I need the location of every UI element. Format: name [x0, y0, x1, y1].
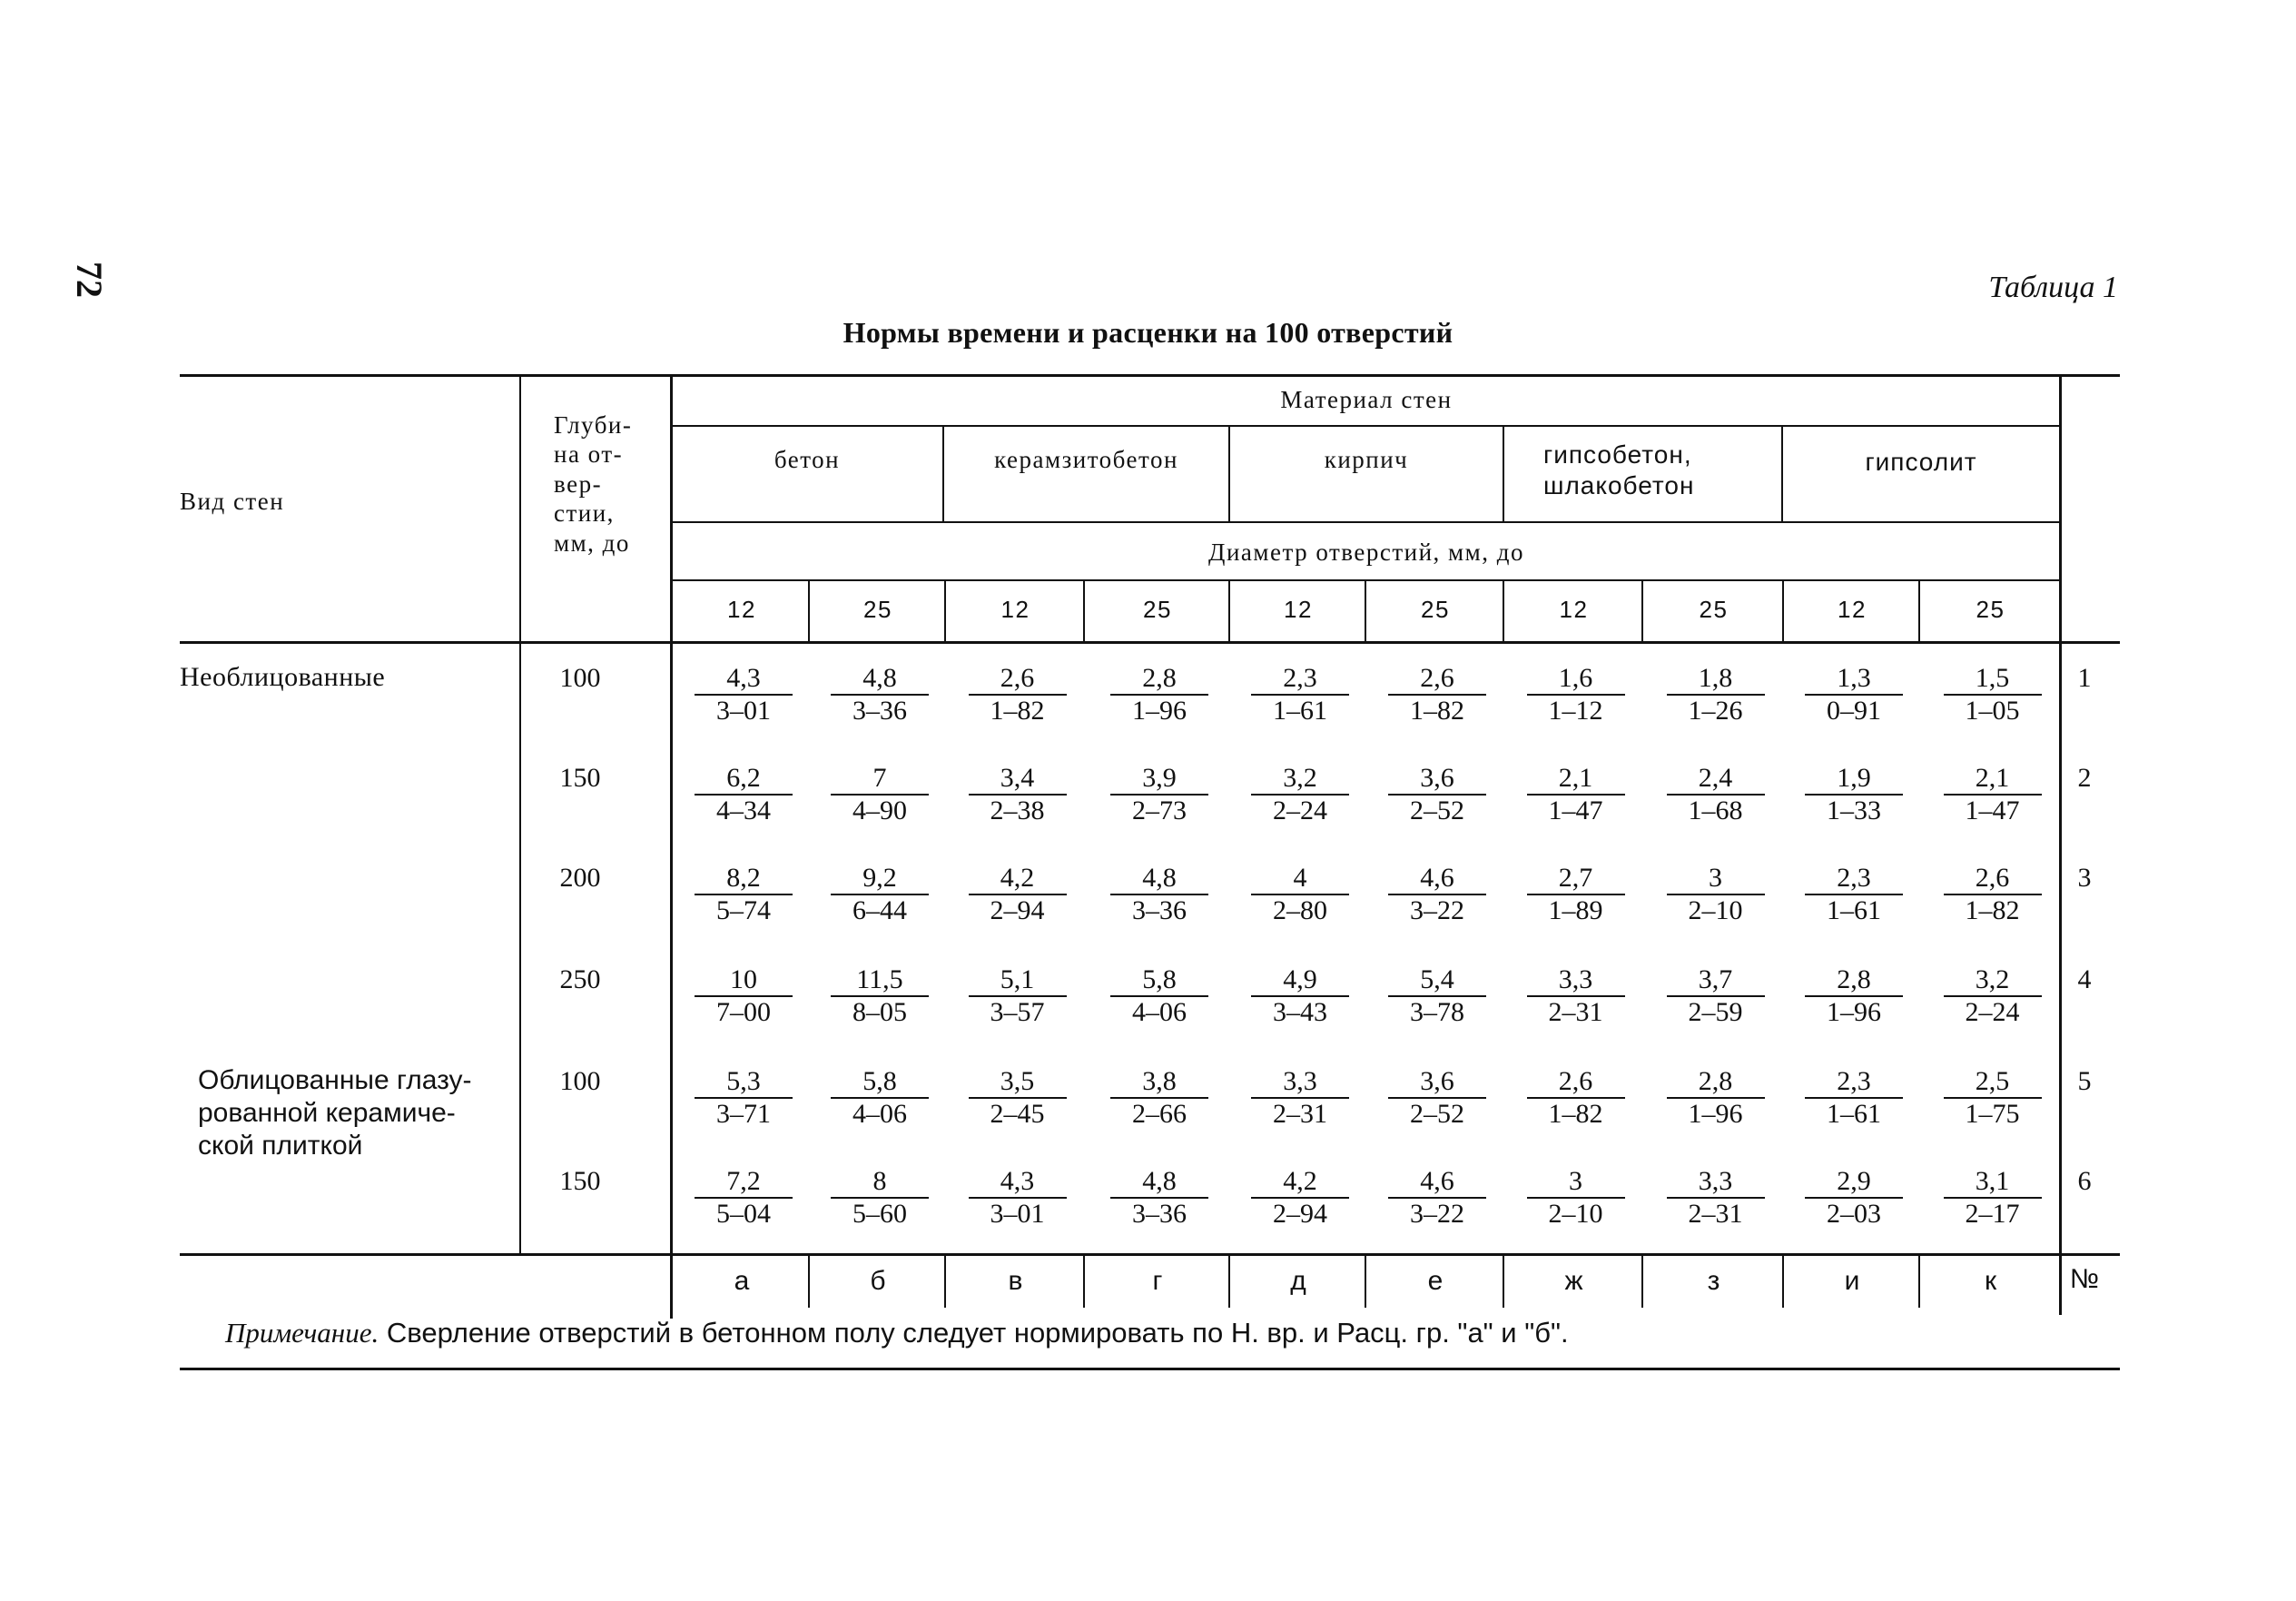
price-rate: 1–96	[1827, 997, 1881, 1027]
price-rate: 6–44	[852, 895, 907, 925]
norm-cell	[1388, 1066, 1486, 1130]
depth-value: 250	[559, 964, 601, 994]
vrule-letter	[1782, 1255, 1784, 1308]
norm-cell	[1805, 1066, 1903, 1130]
price-rate: 1–47	[1548, 796, 1603, 825]
price-rate: 2–94	[1273, 1199, 1327, 1229]
norm-cell	[1944, 863, 2042, 926]
norm-cell	[1527, 863, 1625, 926]
norm-cell	[1251, 663, 1349, 726]
time-norm: 5,1	[969, 964, 1067, 997]
vrule-letter	[1365, 1255, 1366, 1308]
norm-cell	[1805, 663, 1903, 726]
price-rate: 2–24	[1273, 796, 1327, 825]
price-rate: 1–61	[1827, 895, 1881, 925]
norm-cell	[1388, 1166, 1486, 1230]
time-norm: 5,4	[1388, 964, 1486, 997]
time-norm: 5,3	[695, 1066, 793, 1099]
vrule-mat-3	[1503, 425, 1504, 523]
norm-cell	[1527, 763, 1625, 826]
price-rate: 2–38	[990, 796, 1045, 825]
row-number: 6	[2077, 1166, 2092, 1196]
norm-cell	[969, 964, 1067, 1028]
time-norm: 3,3	[1667, 1166, 1765, 1199]
time-norm: 4,2	[1251, 1166, 1349, 1199]
row-number: 5	[2077, 1066, 2092, 1096]
row-number: 4	[2077, 964, 2092, 994]
price-rate: 1–82	[1965, 895, 2020, 925]
vrule-letter	[1918, 1255, 1920, 1308]
price-rate: 3–36	[852, 696, 907, 726]
norm-cell	[1527, 663, 1625, 726]
note-label: Примечание.	[225, 1317, 379, 1349]
time-norm: 4,6	[1388, 863, 1486, 895]
norm-cell	[1388, 863, 1486, 926]
norm-cell	[695, 964, 793, 1028]
header-depth-line: вер-	[554, 469, 603, 498]
time-norm: 3,2	[1251, 763, 1349, 796]
header-diameter-value: 12	[1559, 596, 1589, 623]
header-material-gypsum-concrete: гипсобетон, шлакобетон	[1543, 440, 1695, 499]
header-wall-type: Вид стен	[180, 488, 285, 515]
norm-cell	[1110, 1166, 1208, 1230]
norm-cell	[1944, 663, 2042, 726]
time-norm: 7,2	[695, 1166, 793, 1199]
price-rate: 1–82	[1548, 1099, 1603, 1129]
header-depth-line: на от-	[554, 440, 624, 469]
time-norm: 3	[1667, 863, 1765, 895]
time-norm: 1,6	[1527, 663, 1625, 696]
rule-body-bottom	[180, 1253, 2120, 1256]
page-number: 72	[69, 262, 110, 298]
number-sign: №	[2069, 1264, 2100, 1294]
price-rate: 0–91	[1827, 696, 1881, 726]
group-label-faced-line: Облицованные глазу-	[198, 1065, 472, 1095]
norm-cell	[695, 863, 793, 926]
header-diameter-value: 25	[863, 596, 892, 623]
group-label-faced-line: рованной керамиче-	[198, 1098, 456, 1128]
norm-cell	[695, 1166, 793, 1230]
norm-cell	[695, 763, 793, 826]
table-title: Нормы времени и расценки на 100 отверстий	[843, 316, 1453, 349]
price-rate: 4–90	[852, 796, 907, 825]
time-norm: 2,6	[1944, 863, 2042, 895]
norm-cell	[1251, 863, 1349, 926]
time-norm: 3,7	[1667, 964, 1765, 997]
vrule-letter	[1641, 1255, 1643, 1308]
time-norm: 2,8	[1110, 663, 1208, 696]
time-norm: 3,1	[1944, 1166, 2042, 1199]
norm-cell	[1251, 1166, 1349, 1230]
norm-cell	[831, 1066, 929, 1130]
time-norm: 4,8	[831, 663, 929, 696]
time-norm: 10	[695, 964, 793, 997]
price-rate: 1–89	[1548, 895, 1603, 925]
time-norm: 2,8	[1667, 1066, 1765, 1099]
price-rate: 1–61	[1273, 696, 1327, 726]
vrule-letter	[1503, 1255, 1504, 1308]
header-diameter-value: 12	[727, 596, 756, 623]
time-norm: 4,6	[1388, 1166, 1486, 1199]
depth-value: 100	[559, 1066, 601, 1096]
norm-cell	[1944, 964, 2042, 1028]
norm-cell	[831, 663, 929, 726]
header-depth-line: стии,	[554, 499, 615, 528]
norm-cell	[1251, 964, 1349, 1028]
time-norm: 1,5	[1944, 663, 2042, 696]
price-rate: 3–22	[1410, 895, 1464, 925]
rule-top	[180, 374, 2120, 377]
time-norm: 8	[831, 1166, 929, 1199]
rule-material	[672, 425, 2061, 427]
time-norm: 3,4	[969, 763, 1067, 796]
time-norm: 4,3	[969, 1166, 1067, 1199]
column-letter: а	[734, 1266, 750, 1296]
time-norm: 4	[1251, 863, 1349, 895]
price-rate: 1–61	[1827, 1099, 1881, 1129]
depth-value: 200	[559, 863, 601, 893]
norm-cell	[1944, 763, 2042, 826]
price-rate: 1–05	[1965, 696, 2020, 726]
norm-cell	[1388, 663, 1486, 726]
time-norm: 2,6	[969, 663, 1067, 696]
time-norm: 2,8	[1805, 964, 1903, 997]
header-depth-line: Глуби-	[554, 411, 633, 439]
price-rate: 2–17	[1965, 1199, 2020, 1229]
price-rate: 2–52	[1410, 1099, 1464, 1129]
header-diameter-value: 25	[1699, 596, 1729, 623]
time-norm: 2,6	[1527, 1066, 1625, 1099]
norm-cell	[969, 863, 1067, 926]
norm-cell	[1251, 1066, 1349, 1130]
column-letter: з	[1707, 1266, 1720, 1296]
price-rate: 4–06	[1132, 997, 1187, 1027]
depth-value: 100	[559, 663, 601, 693]
price-rate: 3–36	[1132, 895, 1187, 925]
price-rate: 1–12	[1548, 696, 1603, 726]
header-diameter: Диаметр отверстий, мм, до	[1208, 539, 1524, 566]
time-norm: 2,3	[1805, 1066, 1903, 1099]
column-letter: г	[1152, 1266, 1163, 1296]
vrule-letter	[1228, 1255, 1230, 1308]
depth-value: 150	[559, 763, 601, 793]
norm-cell	[1110, 863, 1208, 926]
price-rate: 3–43	[1273, 997, 1327, 1027]
note-text: Сверление отверстий в бетонном полу следует нормировать по Н. вр. и Расц. гр. "а" и "б".	[379, 1317, 1569, 1349]
time-norm: 3,8	[1110, 1066, 1208, 1099]
price-rate: 1–26	[1688, 696, 1743, 726]
norm-cell	[1527, 1166, 1625, 1230]
rule-materials	[672, 521, 2061, 523]
price-rate: 4–06	[852, 1099, 907, 1129]
norm-cell	[831, 964, 929, 1028]
time-norm: 6,2	[695, 763, 793, 796]
price-rate: 5–74	[716, 895, 771, 925]
price-rate: 2–03	[1827, 1199, 1881, 1229]
time-norm: 5,8	[831, 1066, 929, 1099]
time-norm: 4,8	[1110, 1166, 1208, 1199]
price-rate: 3–01	[990, 1199, 1045, 1229]
header-material-brick: кирпич	[1324, 446, 1409, 473]
price-rate: 1–47	[1965, 796, 2020, 825]
header-depth	[554, 410, 663, 558]
norm-cell	[969, 763, 1067, 826]
price-rate: 3–57	[990, 997, 1045, 1027]
norm-cell	[1388, 763, 1486, 826]
time-norm: 3,2	[1944, 964, 2042, 997]
time-norm: 2,3	[1805, 863, 1903, 895]
time-norm: 2,6	[1388, 663, 1486, 696]
header-diameter-value: 12	[1284, 596, 1313, 623]
norm-cell	[1944, 1166, 2042, 1230]
norm-cell	[969, 663, 1067, 726]
time-norm: 3,6	[1388, 763, 1486, 796]
norm-cell	[695, 1066, 793, 1130]
rule-table-bottom	[180, 1368, 2120, 1370]
time-norm: 4,2	[969, 863, 1067, 895]
column-letter: е	[1427, 1266, 1444, 1296]
price-rate: 4–34	[716, 796, 771, 825]
table-label: Таблица 1	[1988, 271, 2118, 304]
time-norm: 2,9	[1805, 1166, 1903, 1199]
norm-cell	[1110, 1066, 1208, 1130]
norm-cell	[1527, 1066, 1625, 1130]
price-rate: 8–05	[852, 997, 907, 1027]
header-depth-line: мм, до	[554, 529, 630, 557]
time-norm: 7	[831, 763, 929, 796]
price-rate: 3–36	[1132, 1199, 1187, 1229]
header-diameter-value: 25	[1421, 596, 1450, 623]
norm-cell	[1667, 863, 1765, 926]
norm-cell	[1527, 964, 1625, 1028]
price-rate: 2–45	[990, 1099, 1045, 1129]
group-label-unfaced: Необлицованные	[180, 662, 386, 692]
time-norm: 4,3	[695, 663, 793, 696]
time-norm: 9,2	[831, 863, 929, 895]
time-norm: 1,3	[1805, 663, 1903, 696]
time-norm: 3,3	[1527, 964, 1625, 997]
price-rate: 2–31	[1273, 1099, 1327, 1129]
header-material: Материал стен	[1280, 386, 1453, 413]
price-rate: 2–24	[1965, 997, 2020, 1027]
time-norm: 2,5	[1944, 1066, 2042, 1099]
norm-cell	[1388, 964, 1486, 1028]
norm-cell	[1944, 1066, 2042, 1130]
vrule-depth-data	[670, 374, 673, 1319]
norm-cell	[1251, 763, 1349, 826]
vrule-letter	[944, 1255, 946, 1308]
time-norm: 8,2	[695, 863, 793, 895]
price-rate: 3–22	[1410, 1199, 1464, 1229]
group-label-faced	[198, 1064, 472, 1162]
vrule-letter	[808, 1255, 810, 1308]
norm-cell	[1667, 663, 1765, 726]
rule-diameter	[672, 579, 2061, 581]
norm-cell	[1667, 1066, 1765, 1130]
price-rate: 7–00	[716, 997, 771, 1027]
vrule-right	[2059, 374, 2062, 1315]
price-rate: 1–82	[990, 696, 1045, 726]
vrule-wall-depth	[519, 374, 521, 1255]
row-number: 1	[2077, 663, 2092, 693]
time-norm: 3,5	[969, 1066, 1067, 1099]
price-rate: 2–59	[1688, 997, 1743, 1027]
price-rate: 3–78	[1410, 997, 1464, 1027]
norm-cell	[831, 763, 929, 826]
header-diameter-value: 25	[1976, 596, 2005, 623]
header-material-gypsolite: гипсолит	[1865, 448, 1977, 476]
row-number: 3	[2077, 863, 2092, 893]
time-norm: 2,4	[1667, 763, 1765, 796]
time-norm: 4,8	[1110, 863, 1208, 895]
price-rate: 1–96	[1688, 1099, 1743, 1129]
time-norm: 2,1	[1527, 763, 1625, 796]
column-letter: в	[1008, 1266, 1023, 1296]
price-rate: 2–80	[1273, 895, 1327, 925]
price-rate: 2–94	[990, 895, 1045, 925]
price-rate: 5–04	[716, 1199, 771, 1229]
norm-cell	[831, 863, 929, 926]
norm-cell	[831, 1166, 929, 1230]
norm-cell	[969, 1066, 1067, 1130]
time-norm: 2,7	[1527, 863, 1625, 895]
time-norm: 1,9	[1805, 763, 1903, 796]
price-rate: 1–33	[1827, 796, 1881, 825]
time-norm: 3,3	[1251, 1066, 1349, 1099]
time-norm: 4,9	[1251, 964, 1349, 997]
column-letter: д	[1290, 1266, 1306, 1296]
price-rate: 3–01	[716, 696, 771, 726]
norm-cell	[1110, 763, 1208, 826]
norm-cell	[1110, 964, 1208, 1028]
price-rate: 2–10	[1548, 1199, 1603, 1229]
vrule-letter	[1083, 1255, 1085, 1308]
column-letter: и	[1844, 1266, 1860, 1296]
price-rate: 2–31	[1548, 997, 1603, 1027]
header-diameter-value: 12	[1838, 596, 1867, 623]
norm-cell	[1667, 763, 1765, 826]
header-material-concrete: бетон	[774, 446, 841, 473]
norm-cell	[1110, 663, 1208, 726]
time-norm: 11,5	[831, 964, 929, 997]
price-rate: 2–10	[1688, 895, 1743, 925]
time-norm: 1,8	[1667, 663, 1765, 696]
column-letter: к	[1984, 1266, 1997, 1296]
norm-cell	[1667, 1166, 1765, 1230]
time-norm: 3,6	[1388, 1066, 1486, 1099]
norm-cell	[1805, 964, 1903, 1028]
price-rate: 3–71	[716, 1099, 771, 1129]
norm-cell	[1667, 964, 1765, 1028]
price-rate: 2–73	[1132, 796, 1187, 825]
column-letter: б	[870, 1266, 886, 1296]
norm-cell	[1805, 863, 1903, 926]
price-rate: 1–75	[1965, 1099, 2020, 1129]
price-rate: 1–68	[1688, 796, 1743, 825]
depth-value: 150	[559, 1166, 601, 1196]
norm-cell	[695, 663, 793, 726]
row-number: 2	[2077, 763, 2092, 793]
price-rate: 5–60	[852, 1199, 907, 1229]
header-material-claydite: керамзитобетон	[994, 446, 1178, 473]
header-diameter-value: 25	[1143, 596, 1172, 623]
price-rate: 2–66	[1132, 1099, 1187, 1129]
note	[225, 1317, 1569, 1349]
price-rate: 1–82	[1410, 696, 1464, 726]
time-norm: 2,1	[1944, 763, 2042, 796]
header-diameter-value: 12	[1000, 596, 1030, 623]
norm-cell	[969, 1166, 1067, 1230]
norm-cell	[1805, 1166, 1903, 1230]
price-rate: 1–96	[1132, 696, 1187, 726]
column-letter: ж	[1564, 1266, 1583, 1296]
time-norm: 5,8	[1110, 964, 1208, 997]
rule-header-bottom	[180, 641, 2120, 644]
group-label-faced-line: ской плиткой	[198, 1131, 363, 1161]
time-norm: 3,9	[1110, 763, 1208, 796]
price-rate: 2–31	[1688, 1199, 1743, 1229]
time-norm: 3	[1527, 1166, 1625, 1199]
price-rate: 2–52	[1410, 796, 1464, 825]
norm-cell	[1805, 763, 1903, 826]
time-norm: 2,3	[1251, 663, 1349, 696]
